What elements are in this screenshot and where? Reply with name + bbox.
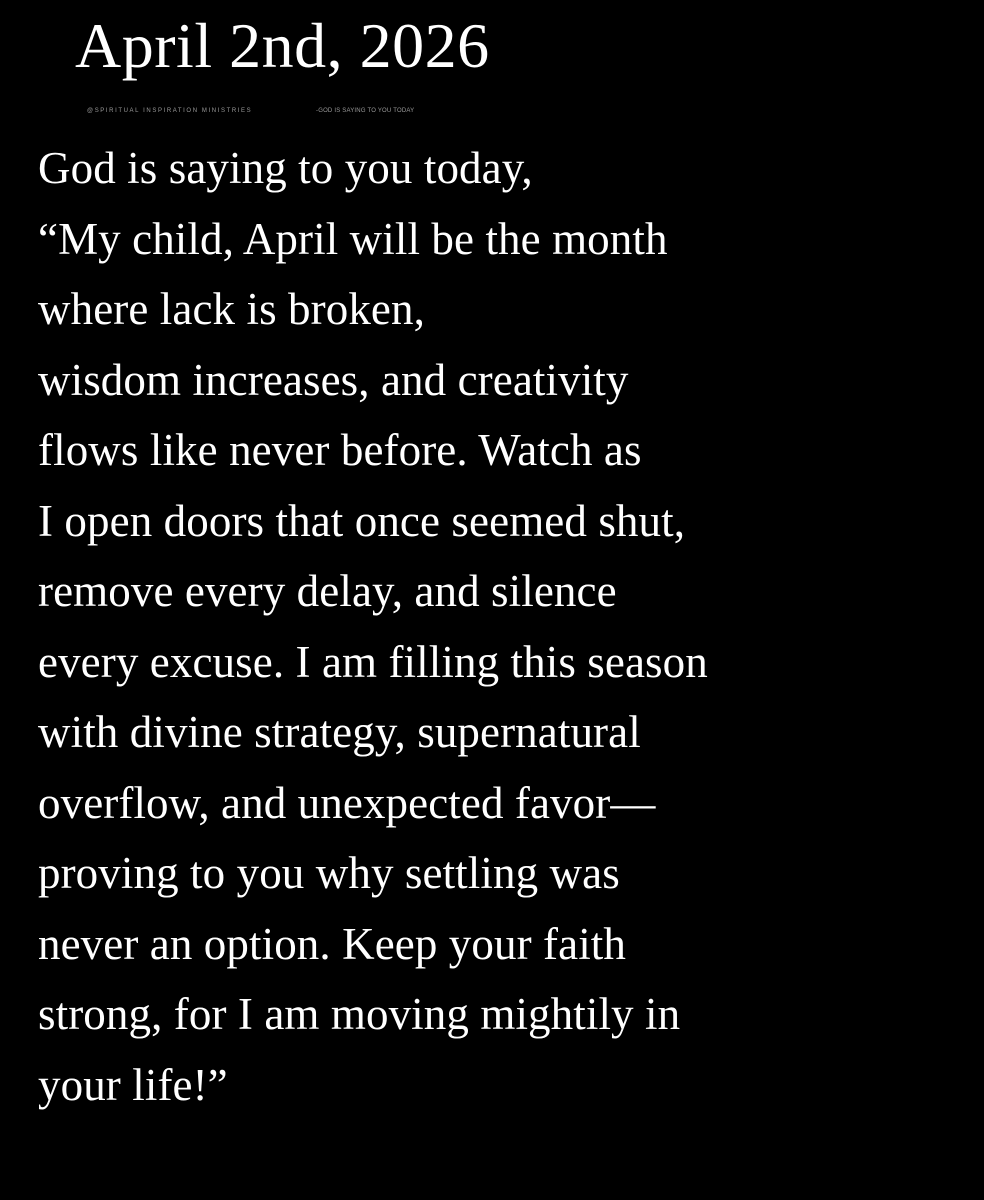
message-line: where lack is broken, <box>38 284 425 334</box>
message-line: overflow, and unexpected favor— <box>38 777 656 828</box>
watermark-tag: -GOD IS SAYING TO YOU TODAY <box>316 108 415 114</box>
watermark-handle: @SPIRITUAL INSPIRATION MINISTRIES <box>87 108 253 114</box>
message-line: never an option. Keep your faith <box>38 918 627 969</box>
message-line: with divine strategy, supernatural <box>38 707 641 757</box>
message-line: strong, for I am moving mightily in <box>38 989 681 1039</box>
message-line: I open doors that once seemed shut, <box>38 495 686 546</box>
message-line: “My child, April will be the month <box>38 213 668 264</box>
date-title: April 2nd, 2026 <box>75 10 490 81</box>
message-line: wisdom increases, and creativity <box>38 354 629 405</box>
message-line: flows like never before. Watch as <box>38 425 642 475</box>
message-line: every excuse. I am filling this season <box>38 636 708 687</box>
message-line: remove every delay, and silence <box>38 566 617 616</box>
message-body <box>38 133 968 1120</box>
message-line: your life!” <box>38 1059 228 1110</box>
message-line: proving to you why settling was <box>38 848 620 898</box>
message-line: God is saying to you today, <box>38 143 533 193</box>
